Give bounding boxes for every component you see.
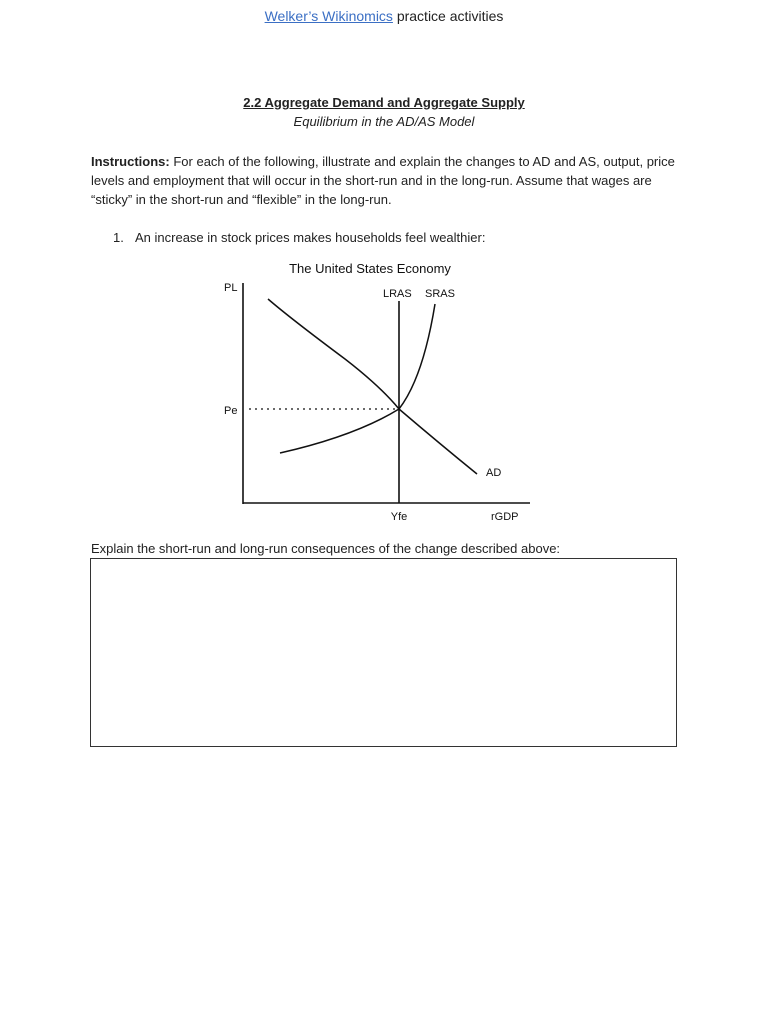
- question-text: An increase in stock prices makes households feel wealthier:: [135, 230, 486, 245]
- ad-label: AD: [486, 467, 502, 479]
- wikinomics-link[interactable]: Welker’s Wikinomics: [264, 8, 393, 24]
- header: [0, 8, 768, 24]
- question-1: [113, 230, 485, 245]
- question-number: 1.: [113, 230, 124, 245]
- lras-label: LRAS: [383, 288, 412, 300]
- header-text: practice activities: [392, 8, 504, 24]
- graph-title: The United States Economy: [289, 261, 451, 276]
- answer-box[interactable]: [90, 558, 677, 747]
- adas-graph: [215, 256, 545, 528]
- instructions-body: For each of the following, illustrate and explain the changes to AD and AS, output, price levels and employment that will occur in the short-run and in the long-run. Assume that wages are “sticky” in the short-run and “flexible” in the long-run.: [91, 154, 675, 207]
- explain-prompt: Explain the short-run and long-run consequences of the change described above:: [91, 541, 561, 556]
- sras-label: SRAS: [425, 288, 455, 300]
- page-subtitle: Equilibrium in the AD/AS Model: [293, 114, 475, 129]
- instructions: [91, 152, 691, 209]
- instructions-lead: Instructions:: [91, 154, 170, 169]
- yfe-label: Yfe: [390, 511, 408, 523]
- sras-curve: [280, 304, 435, 453]
- page-title: 2.2 Aggregate Demand and Aggregate Supply: [243, 95, 525, 110]
- pe-label: Pe: [224, 405, 238, 417]
- y-axis-label: PL: [224, 282, 238, 294]
- x-axis-label: rGDP: [491, 511, 519, 523]
